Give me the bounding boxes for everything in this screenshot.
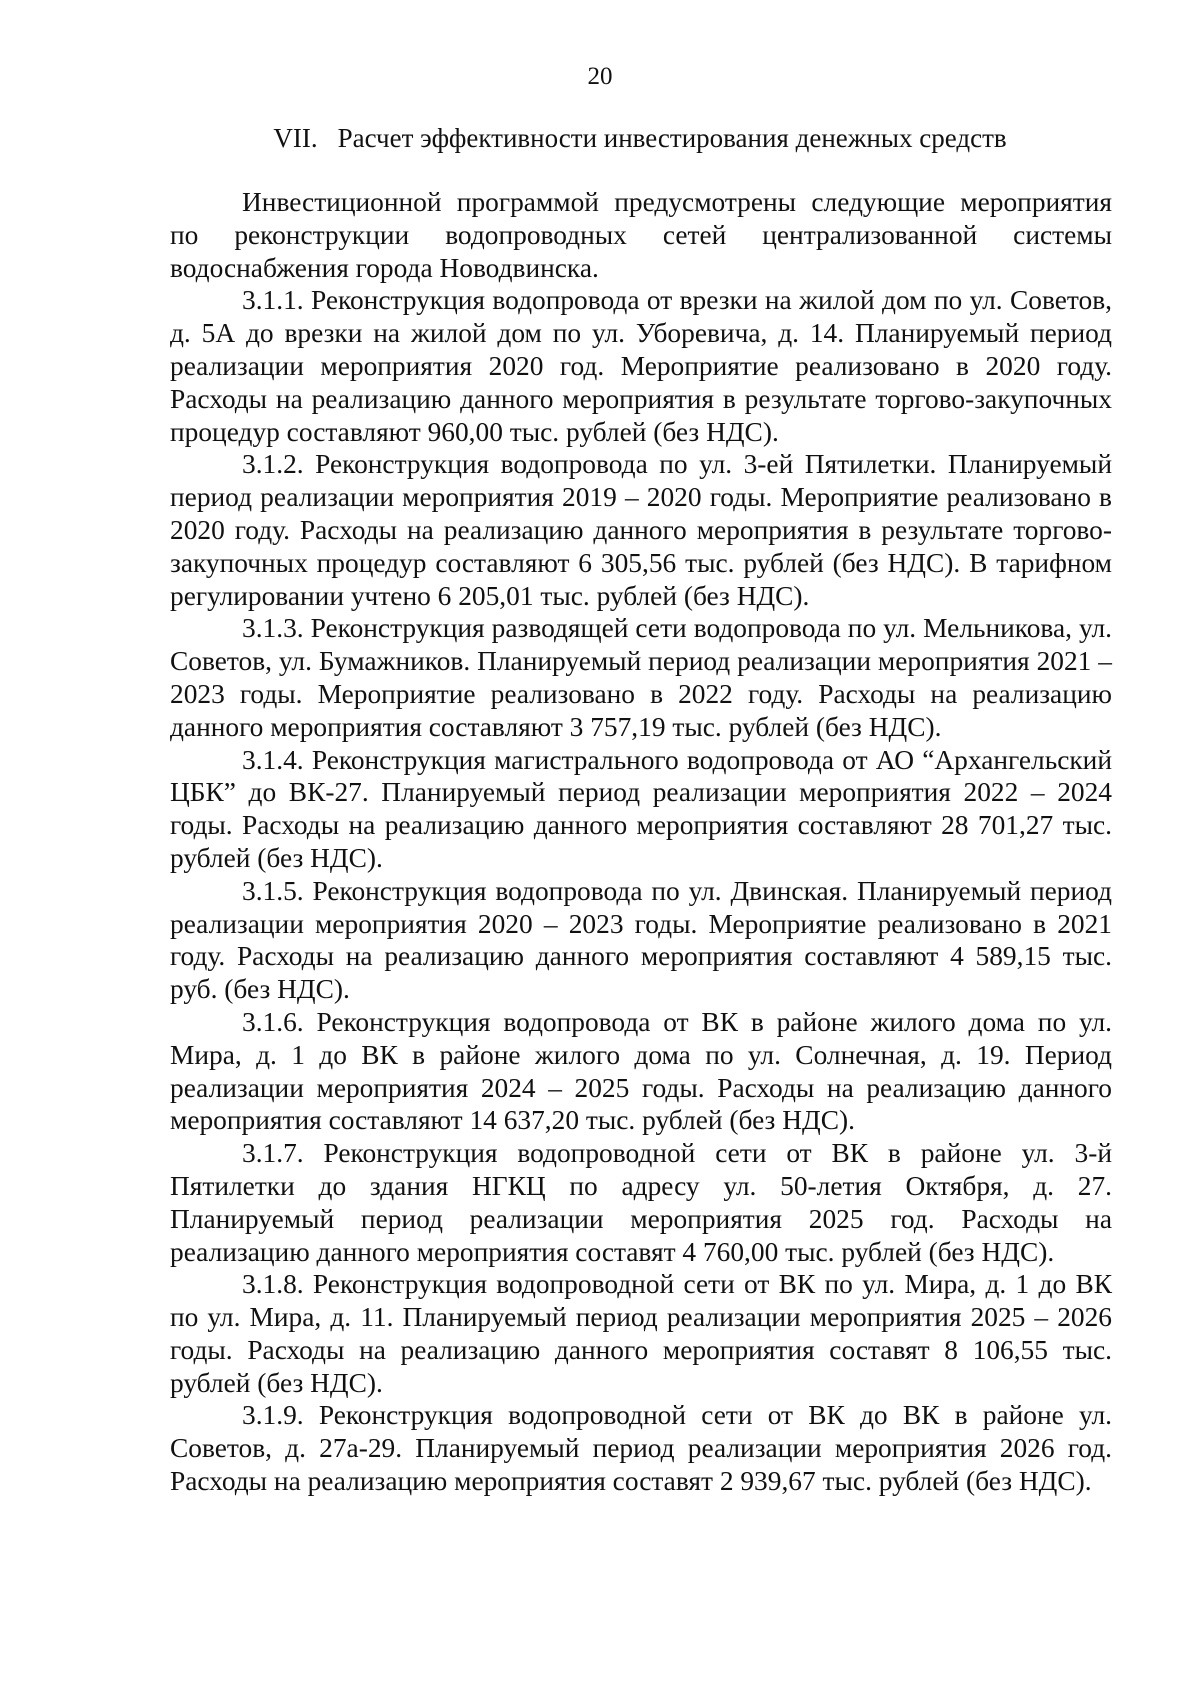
paragraph-3-1-7: 3.1.7. Реконструкция водопроводной сети от ВК в районе ул. 3-й Пятилетки до здания НГКЦ по адресу ул. 50-летия Октября, д. 27. Планируемый период реализации мероприятия 2025 год. Расходы на реализацию данного мероприятия составят 4 760,00 тыс. рублей (без НДС). (170, 1138, 1112, 1267)
intro-paragraph: Инвестиционной программой предусмотрены следующие мероприятия по реконструкции водопроводных сетей централизованной системы водоснабжения города Новодвинска. (170, 187, 1112, 283)
paragraph-3-1-2: 3.1.2. Реконструкция водопровода по ул. 3-ей Пятилетки. Планируемый период реализации мероприятия 2019 – 2020 годы. Мероприятие реализовано в 2020 году. Расходы на реализацию данного мероприятия в результате торгово-закупочных процедур составляют 6 305,56 тыс. рублей (без НДС). В тарифном регулировании учтено 6 205,01 тыс. рублей (без НДС). (170, 449, 1112, 611)
paragraph-3-1-6: 3.1.6. Реконструкция водопровода от ВК в районе жилого дома по ул. Мира, д. 1 до ВК в районе жилого дома по ул. Солнечная, д. 19. Период реализации мероприятия 2024 – 2025 годы. Расходы на реализацию данного мероприятия составляют 14 637,20 тыс. рублей (без НДС). (170, 1006, 1112, 1136)
paragraph-3-1-4: 3.1.4. Реконструкция магистрального водопровода от АО “Архангельский ЦБК” до ВК-27. Планируемый период реализации мероприятия 2022 – 2024 годы. Расходы на реализацию данного мероприятия составляют 28 701,27 тыс. рублей (без НДС). (170, 744, 1112, 873)
section-number: VII. (273, 123, 318, 153)
body-text (170, 186, 1112, 1498)
paragraph-3-1-5: 3.1.5. Реконструкция водопровода по ул. Двинская. Планируемый период реализации мероприятия 2020 – 2023 годы. Мероприятие реализовано в 2021 году. Расходы на реализацию данного мероприятия составляют 4 589,15 тыс. руб. (без НДС). (170, 875, 1112, 1005)
paragraph-3-1-1: 3.1.1. Реконструкция водопровода от врезки на жилой дом по ул. Советов, д. 5А до врезки на жилой дом по ул. Уборевича, д. 14. Планируемый период реализации мероприятия 2020 год. Мероприятие реализовано в 2020 году. Расходы на реализацию данного мероприятия в результате торгово-закупочных процедур составляют 960,00 тыс. рублей (без НДС). (170, 285, 1112, 447)
paragraph-3-1-9: 3.1.9. Реконструкция водопроводной сети от ВК до ВК в районе ул. Советов, д. 27а-29. Планируемый период реализации мероприятия 2026 год. Расходы на реализацию мероприятия составят 2 939,67 тыс. рублей (без НДС). (170, 1400, 1112, 1497)
paragraph-3-1-8: 3.1.8. Реконструкция водопроводной сети от ВК по ул. Мира, д. 1 до ВК по ул. Мира, д. 11. Планируемый период реализации мероприятия 2025 – 2026 годы. Расходы на реализацию данного мероприятия составят 8 106,55 тыс. рублей (без НДС). (170, 1269, 1112, 1398)
section-title: Расчет эффективности инвестирования денежных средств (337, 123, 1007, 153)
page-number: 20 (587, 63, 613, 90)
paragraph-3-1-3: 3.1.3. Реконструкция разводящей сети водопровода по ул. Мельникова, ул. Советов, ул. Бумажников. Планируемый период реализации мероприятия 2021 – 2023 годы. Мероприятие реализовано в 2022 году. Расходы на реализацию данного мероприятия составляют 3 757,19 тыс. рублей (без НДС). (170, 613, 1112, 742)
section-heading (170, 122, 1110, 154)
